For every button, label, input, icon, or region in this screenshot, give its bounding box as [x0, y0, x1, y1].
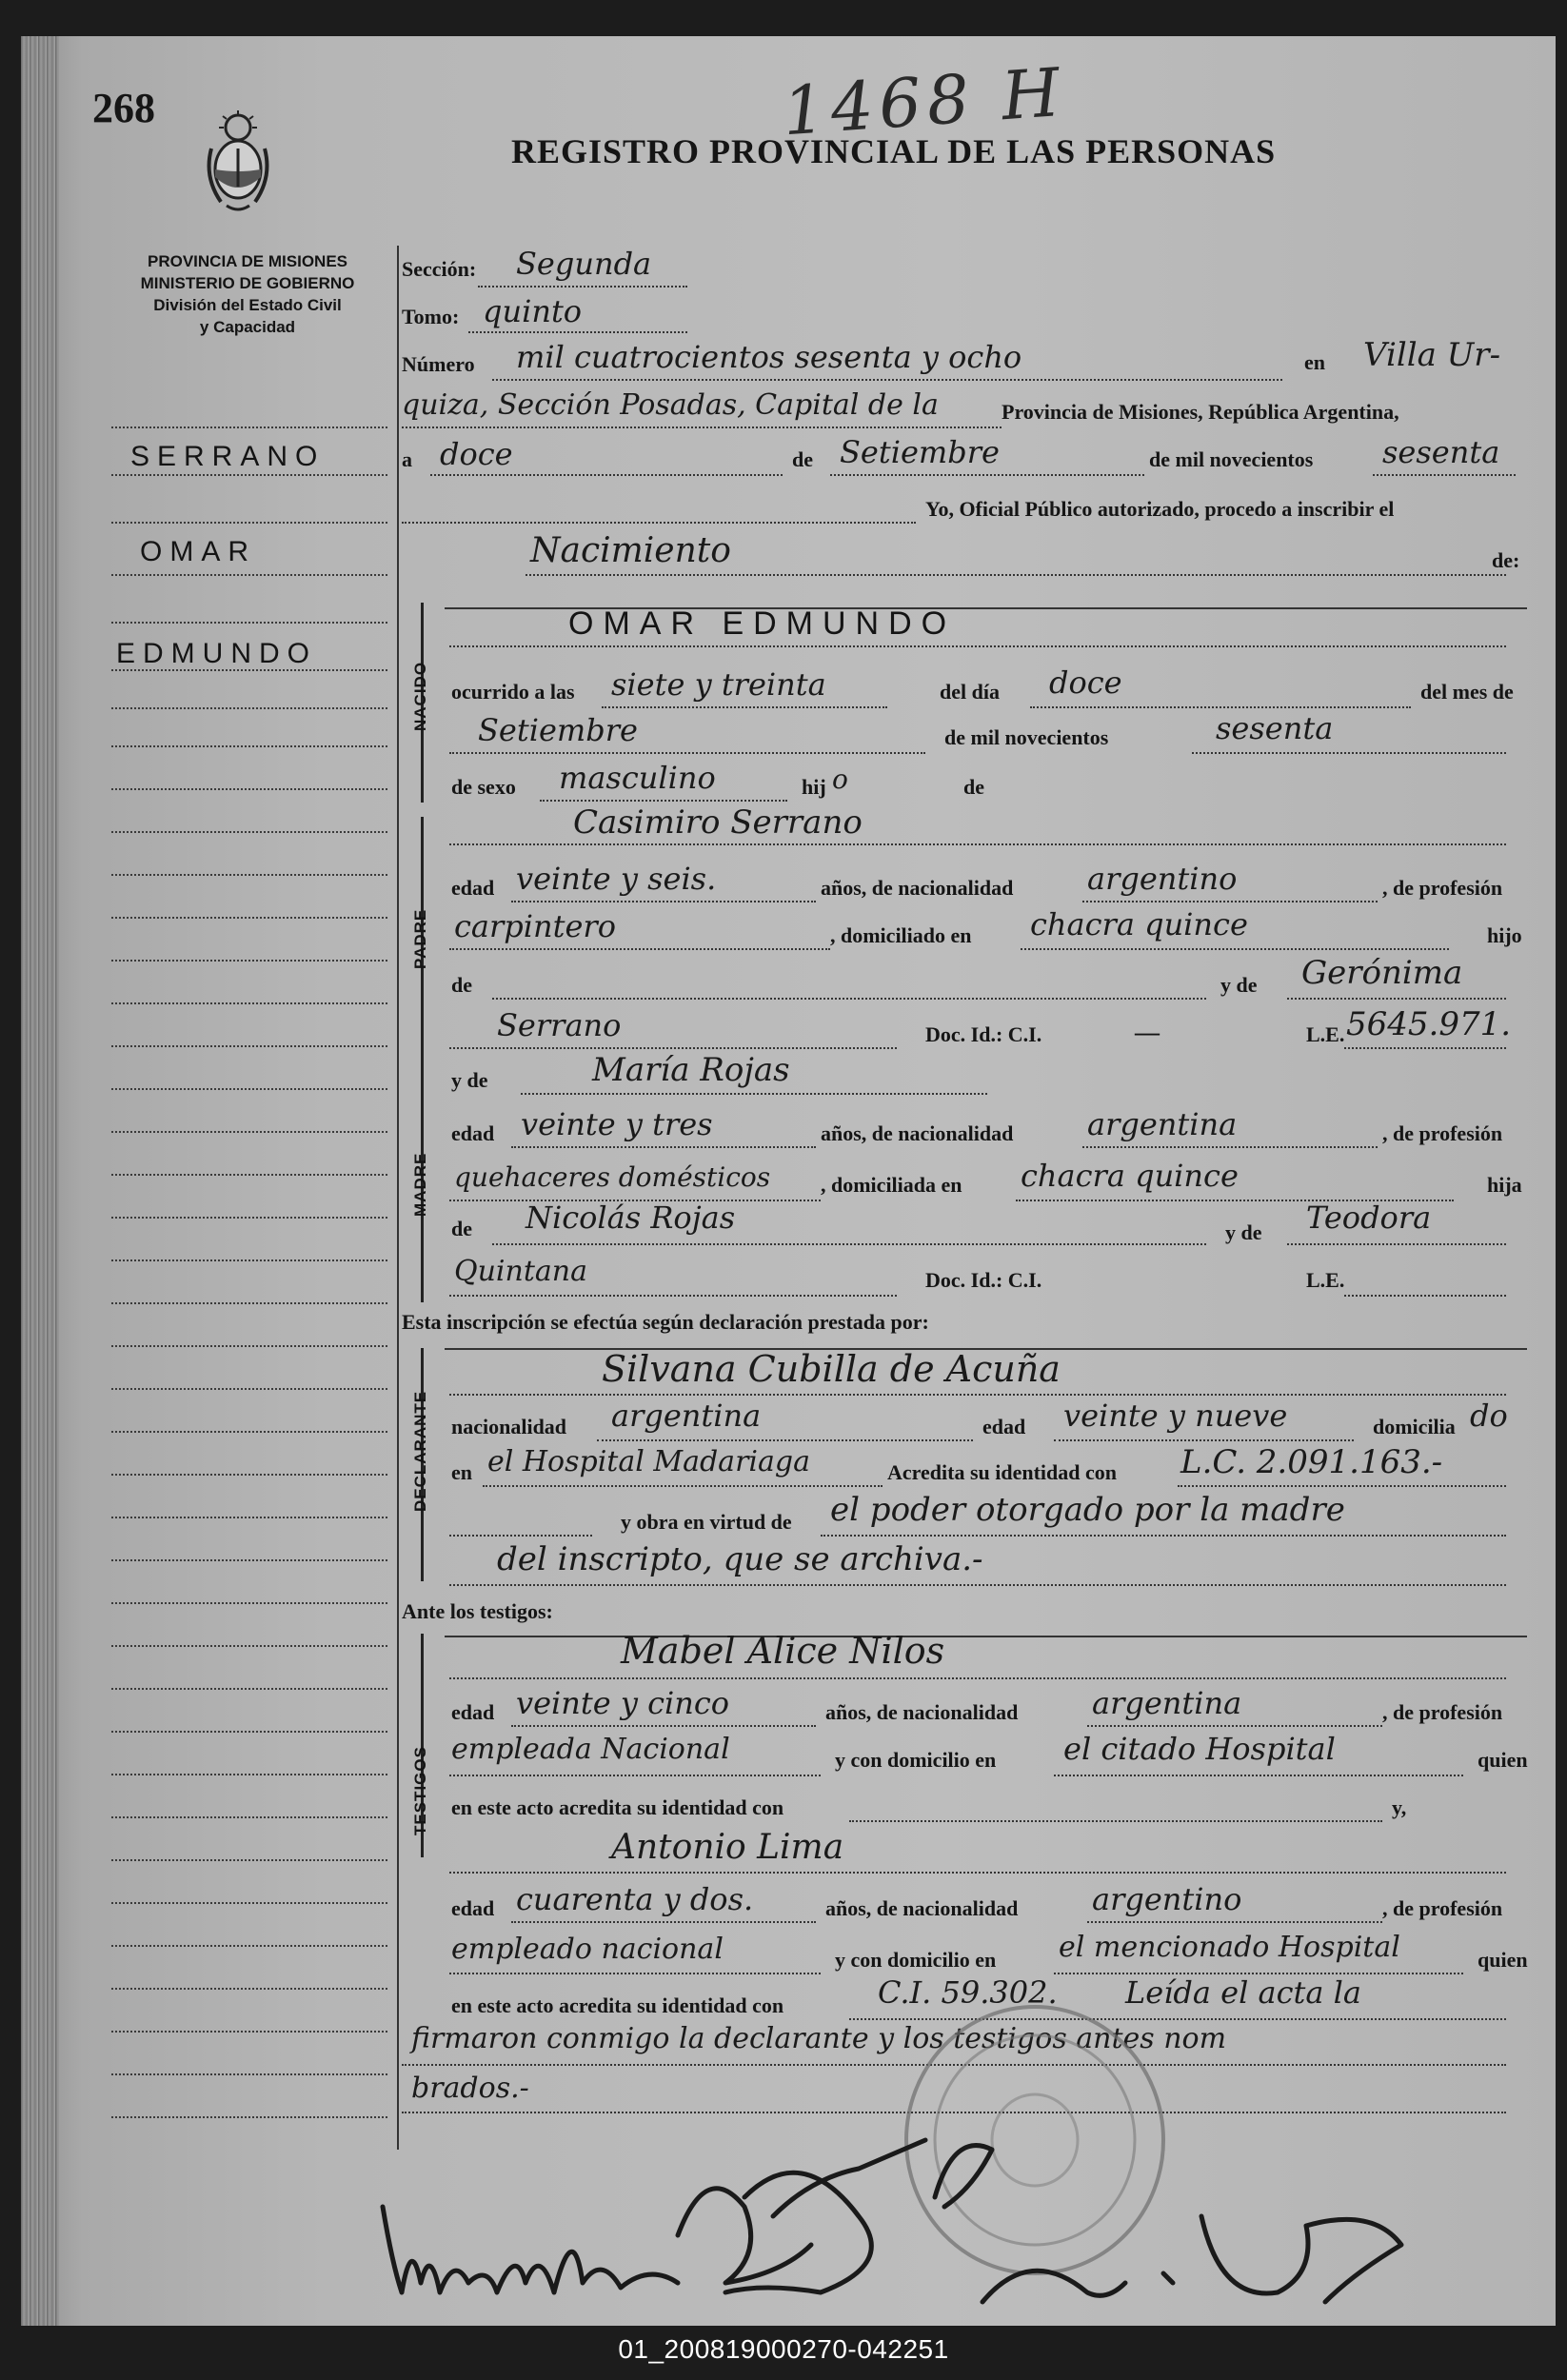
label-del-mes: del mes de: [1420, 680, 1514, 704]
field-padre-madre-1: Gerónima: [1301, 954, 1463, 992]
label-del-dia: del día: [940, 680, 1000, 704]
field-madre-madre-2: Quintana: [454, 1255, 587, 1288]
section-label-nacido: NACIDO: [411, 661, 429, 731]
label-domiciliada: , domiciliada en: [821, 1173, 962, 1197]
field-decl-edad: veinte y nueve: [1063, 1398, 1288, 1434]
label-madre-y-de-2: y de: [1225, 1220, 1262, 1244]
label-decl-domicilia: domicilia: [1373, 1415, 1456, 1438]
field-dia: doce: [440, 436, 513, 472]
label-padre-anos-nac: años, de nacionalidad: [821, 876, 1014, 900]
label-decl-nacionalidad: nacionalidad: [451, 1415, 567, 1438]
field-madre-padre: Nicolás Rojas: [526, 1200, 736, 1236]
label-tomo: Tomo:: [402, 305, 460, 328]
signature-witness-2: [678, 2140, 925, 2292]
signature-witness-1: [383, 2207, 678, 2292]
label-domiciliado: , domiciliado en: [830, 923, 972, 947]
org-line-capacity: y Capacidad: [199, 318, 296, 336]
page-binding-edge: [21, 36, 59, 2326]
label-hij: hij: [802, 775, 826, 799]
margin-first-name: OMAR: [140, 536, 256, 567]
field-madre-nombre: María Rojas: [592, 1051, 790, 1089]
field-hij-suffix: o: [832, 764, 848, 795]
label-a: a: [402, 447, 412, 471]
field-padre-le: 5645.971.: [1346, 1005, 1512, 1043]
label-t1-anos-nac: años, de nacionalidad: [825, 1700, 1019, 1724]
image-caption: 01_200819000270-042251: [618, 2334, 949, 2364]
register-page: [21, 36, 1556, 2326]
signature-official: [982, 2216, 1401, 2302]
field-madre-madre: Teodora: [1306, 1200, 1432, 1236]
label-de-mil-nac: de mil novecientos: [944, 725, 1109, 749]
label-decl-y-obra: y obra en virtud de: [621, 1510, 792, 1534]
label-esta-inscripcion: Esta inscripción se efectúa según declaración prestada por:: [402, 1310, 929, 1334]
field-padre-dom: chacra quince: [1030, 906, 1248, 942]
field-cierre-1: Leída el acta la: [1125, 1974, 1361, 2011]
field-t2-nac: argentino: [1092, 1881, 1242, 1917]
org-block: [105, 250, 390, 338]
field-padre-madre-2: Serrano: [497, 1007, 622, 1043]
label-padre-doc: Doc. Id.: C.I.: [925, 1022, 1042, 1046]
field-testigo1-nombre: Mabel Alice Nilos: [621, 1630, 945, 1672]
field-mes-nac: Setiembre: [478, 712, 638, 748]
field-seccion: Segunda: [516, 246, 652, 282]
label-decl-acredita: Acredita su identidad con: [887, 1460, 1118, 1484]
label-de-mil: de mil novecientos: [1149, 447, 1314, 471]
field-decl-virtud: el poder otorgado por la madre: [830, 1491, 1345, 1529]
label-hijo: hijo: [1487, 923, 1522, 947]
label-hija: hija: [1487, 1173, 1522, 1197]
field-padre-nac: argentino: [1087, 861, 1238, 897]
label-yo-oficial: Yo, Oficial Público autorizado, procedo a inscribir el: [925, 497, 1395, 521]
label-t2-domicilio: y con domicilio en: [835, 1948, 997, 1972]
field-madre-prof: quehaceres domésticos: [454, 1161, 771, 1193]
field-decl-doc: L.C. 2.091.163.-: [1180, 1443, 1443, 1481]
label-t1-quien: quien: [1478, 1748, 1528, 1772]
field-t2-doc: C.I. 59.302.: [878, 1974, 1058, 2011]
field-madre-edad: veinte y tres: [521, 1106, 713, 1142]
field-decl-nac: argentina: [611, 1398, 762, 1434]
label-de-sexo: de sexo: [451, 775, 516, 799]
label-t2-edad: edad: [451, 1896, 495, 1920]
coat-of-arms-icon: [200, 110, 276, 215]
label-t2-en-este-acto: en este acto acredita su identidad con: [451, 1993, 784, 2017]
field-nacido-nombre: OMAR EDMUNDO: [568, 605, 957, 642]
field-t2-prof: empleado nacional: [451, 1933, 724, 1966]
label-t2-anos-nac: años, de nacionalidad: [825, 1896, 1019, 1920]
field-anio: sesenta: [1382, 434, 1500, 470]
org-line-province: PROVINCIA DE MISIONES: [147, 252, 347, 270]
section-label-madre: MADRE: [411, 1152, 429, 1217]
label-de-colon: de:: [1492, 548, 1520, 572]
field-madre-dom: chacra quince: [1021, 1158, 1239, 1194]
field-sexo: masculino: [559, 760, 716, 796]
field-padre-edad: veinte y seis.: [516, 861, 717, 897]
label-de-mes: de: [792, 447, 813, 471]
section-label-padre: PADRE: [411, 908, 429, 969]
field-padre-prof: carpintero: [454, 908, 616, 944]
field-lugar-2: quiza, Sección Posadas, Capital de la: [402, 388, 939, 422]
field-t2-edad: cuarenta y dos.: [516, 1881, 754, 1917]
label-numero: Número: [402, 352, 475, 376]
label-decl-en: en: [451, 1460, 472, 1484]
field-tomo: quinto: [483, 293, 583, 329]
field-decl-dom: el Hospital Madariaga: [487, 1445, 810, 1478]
label-seccion: Sección:: [402, 257, 477, 281]
field-padre-nombre: Casimiro Serrano: [573, 803, 863, 842]
field-acto: Nacimiento: [530, 531, 731, 570]
field-hora: siete y treinta: [611, 666, 826, 703]
label-madre-profesion: , de profesión: [1382, 1121, 1503, 1145]
signatures: [364, 2102, 1535, 2321]
margin-second-name: EDMUNDO: [116, 638, 317, 669]
page-title: REGISTRO PROVINCIAL DE LAS PERSONAS: [511, 132, 1277, 170]
label-de-padres: de: [963, 775, 984, 799]
label-t1-y: y,: [1392, 1795, 1407, 1819]
field-numero: mil cuatrocientos sesenta y ocho: [516, 339, 1022, 375]
field-dia-nac: doce: [1049, 664, 1122, 701]
label-t1-edad: edad: [451, 1700, 495, 1724]
org-line-division: División del Estado Civil: [153, 296, 342, 314]
label-decl-edad: edad: [982, 1415, 1026, 1438]
registry-number-handwritten: 1468 H: [780, 52, 1068, 151]
org-line-ministry: MINISTERIO DE GOBIERNO: [140, 274, 355, 292]
field-madre-nac: argentina: [1087, 1106, 1238, 1142]
label-madre-edad: edad: [451, 1121, 495, 1145]
field-anio-nac: sesenta: [1216, 710, 1334, 746]
label-padre-de: de: [451, 973, 472, 997]
label-madre-anos-nac: años, de nacionalidad: [821, 1121, 1014, 1145]
field-mes: Setiembre: [840, 434, 1000, 470]
label-provincia: Provincia de Misiones, República Argentina,: [1002, 400, 1399, 424]
label-padre-y-de: y de: [1220, 973, 1258, 997]
field-decl-virtud-2: del inscripto, que se archiva.-: [497, 1540, 983, 1578]
field-declarante-nombre: Silvana Cubilla de Acuña: [602, 1348, 1061, 1390]
field-t1-prof: empleada Nacional: [451, 1733, 730, 1766]
field-cierre-3: brados.-: [411, 2072, 529, 2105]
label-padre-edad: edad: [451, 876, 495, 900]
label-padre-profesion: , de profesión: [1382, 876, 1503, 900]
label-t1-domicilio: y con domicilio en: [835, 1748, 997, 1772]
margin-surname: SERRANO: [130, 441, 326, 472]
field-t1-dom: el citado Hospital: [1063, 1731, 1336, 1767]
testigos-top-rule: [445, 1636, 1527, 1637]
field-lugar-1: Villa Ur-: [1363, 336, 1501, 374]
section-label-declarante: DECLARANTE: [411, 1390, 429, 1512]
field-t1-nac: argentina: [1092, 1685, 1242, 1721]
section-label-testigos: TESTIGOS: [411, 1746, 429, 1835]
label-madre-le: L.E.: [1306, 1268, 1345, 1292]
label-ocurrido: ocurrido a las: [451, 680, 575, 704]
label-t1-profesion: , de profesión: [1382, 1700, 1503, 1724]
label-en: en: [1304, 350, 1325, 374]
page-number: 268: [92, 85, 155, 131]
field-t1-edad: veinte y cinco: [516, 1685, 730, 1721]
label-t2-profesion: , de profesión: [1382, 1896, 1503, 1920]
field-padre-ci: —: [1135, 1019, 1160, 1046]
label-madre-de: de: [451, 1217, 472, 1240]
label-t1-en-este-acto: en este acto acredita su identidad con: [451, 1795, 784, 1819]
label-madre-y-de: y de: [451, 1068, 488, 1092]
field-t2-dom: el mencionado Hospital: [1059, 1931, 1400, 1964]
field-cierre-2: firmaron conmigo la declarante y los testigos antes nom: [411, 2022, 1227, 2055]
field-decl-dom-suffix: do: [1470, 1398, 1508, 1434]
field-testigo2-nombre: Antonio Lima: [611, 1828, 844, 1867]
label-t2-quien: quien: [1478, 1948, 1528, 1972]
margin-divider: [397, 246, 399, 2150]
label-ante-testigos: Ante los testigos:: [402, 1599, 553, 1623]
label-madre-doc: Doc. Id.: C.I.: [925, 1268, 1042, 1292]
label-padre-le: L.E.: [1306, 1022, 1345, 1046]
